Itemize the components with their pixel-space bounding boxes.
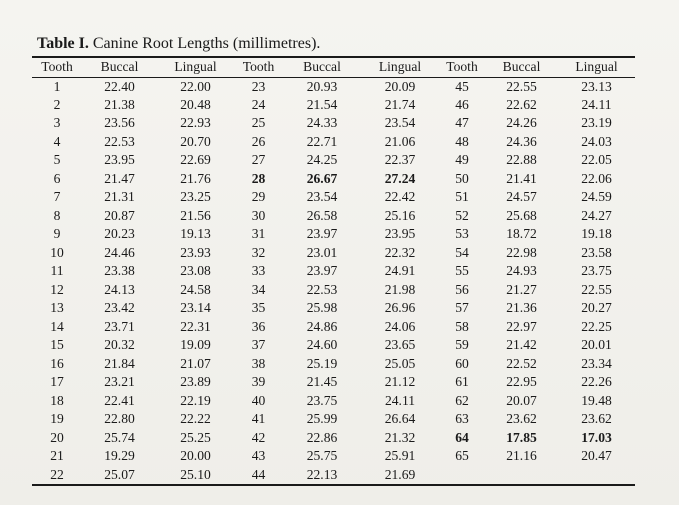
cell-tooth-1: 9 [53,226,61,242]
cell-tooth-1: 21 [50,448,64,464]
cell-tooth-3: 58 [455,318,469,334]
cell-buccal-3: 22.55 [506,78,537,94]
cell-tooth-2: 25 [251,115,266,131]
cell-tooth-2: 30 [251,207,266,223]
cell-tooth-1: 7 [53,189,61,205]
cell-buccal-1: 24.13 [104,281,135,297]
cell-lingual-2: 21.69 [384,466,416,482]
table-row [32,114,635,133]
cell-lingual-1: 23.14 [180,300,211,316]
cell-tooth-2: 34 [251,281,266,297]
cell-lingual-1: 21.07 [180,355,211,371]
cell-tooth-3: 54 [455,244,469,260]
cell-tooth-2: 24 [251,96,266,112]
cell-buccal-2: 22.53 [306,281,338,297]
cell-lingual-3: 23.13 [581,78,612,94]
cell-buccal-2: 24.25 [306,152,338,168]
cell-lingual-1: 22.31 [180,318,211,334]
cell-lingual-1: 19.09 [180,337,211,353]
cell-lingual-3: 23.62 [581,411,612,427]
cell-tooth-2: 27 [251,152,266,168]
cell-buccal-3: 24.26 [506,115,537,131]
header-lingual-1: Lingual [174,59,217,75]
cell-buccal-1: 24.46 [104,244,135,260]
table-row [32,318,635,337]
cell-lingual-1: 21.56 [180,207,211,223]
header-lingual-2: Lingual [378,59,422,75]
cell-lingual-2: 21.12 [384,374,416,390]
cell-lingual-3: 20.47 [581,448,612,464]
cell-buccal-3: 25.68 [506,207,537,223]
cell-lingual-2: 27.24 [384,170,416,186]
table-row [32,447,635,466]
cell-lingual-3: 22.26 [581,374,612,390]
cell-lingual-2: 25.91 [384,448,416,464]
cell-lingual-2: 23.54 [384,115,416,131]
table-row [32,299,635,318]
table-label: Table I. [37,35,89,52]
cell-tooth-2: 43 [251,448,266,464]
table-row [32,77,635,96]
cell-lingual-2: 24.91 [384,263,416,279]
cell-buccal-2: 22.13 [306,466,338,482]
cell-buccal-2: 22.71 [306,133,338,149]
table-row [32,96,635,115]
cell-tooth-3: 61 [455,374,469,390]
header-tooth-1: Tooth [41,59,73,75]
cell-buccal-3: 22.88 [506,152,537,168]
cell-lingual-1: 25.25 [180,429,211,445]
cell-tooth-2: 26 [251,133,266,149]
cell-tooth-3: 62 [455,392,469,408]
header-buccal-3: Buccal [502,59,541,75]
cell-buccal-1: 23.21 [104,374,135,390]
cell-lingual-1: 23.25 [180,189,211,205]
cell-buccal-3: 24.57 [506,189,537,205]
cell-tooth-1: 18 [50,392,64,408]
header-lingual-3: Lingual [575,59,618,75]
cell-buccal-1: 23.56 [104,115,135,131]
cell-lingual-3: 23.58 [581,244,612,260]
cell-buccal-3: 22.52 [506,355,537,371]
cell-buccal-2: 24.86 [306,318,338,334]
cell-lingual-2: 22.37 [384,152,416,168]
cell-lingual-1: 23.93 [180,244,211,260]
cell-tooth-2: 35 [251,300,266,316]
cell-tooth-3: 64 [455,429,469,445]
cell-buccal-3: 21.27 [506,281,537,297]
table-body [32,77,635,485]
cell-buccal-1: 23.71 [104,318,135,334]
cell-buccal-1: 21.38 [104,96,135,112]
table-row [32,151,635,170]
cell-tooth-1: 16 [50,355,64,371]
cell-tooth-3: 63 [455,411,469,427]
cell-buccal-1: 21.47 [104,170,135,186]
cell-tooth-1: 4 [53,133,61,149]
cell-tooth-1: 13 [50,300,64,316]
cell-buccal-3 [485,466,558,485]
cell-lingual-3: 22.55 [581,281,612,297]
cell-lingual-2: 25.05 [384,355,416,371]
cell-lingual-1: 23.89 [180,374,211,390]
cell-lingual-3 [558,466,635,485]
table-row [32,429,635,448]
cell-buccal-2: 20.93 [306,78,338,94]
cell-lingual-2: 21.98 [384,281,416,297]
cell-tooth-3: 53 [455,226,469,242]
cell-buccal-3: 24.36 [506,133,537,149]
cell-buccal-3: 21.36 [506,300,537,316]
cell-buccal-2: 21.45 [306,374,338,390]
cell-lingual-3: 23.34 [581,355,612,371]
cell-tooth-1: 6 [53,170,61,186]
cell-tooth-3 [439,466,485,485]
cell-tooth-3: 57 [455,300,469,316]
cell-lingual-3: 24.11 [581,96,612,112]
cell-buccal-2: 24.33 [306,115,338,131]
cell-buccal-2: 21.54 [306,96,338,112]
table-row [32,207,635,226]
cell-buccal-2: 25.99 [306,411,338,427]
cell-lingual-3: 19.18 [581,226,612,242]
cell-buccal-1: 23.38 [104,263,135,279]
cell-lingual-1: 20.48 [180,96,211,112]
cell-lingual-2: 23.65 [384,337,416,353]
cell-tooth-1: 3 [53,115,61,131]
cell-buccal-1: 21.84 [104,355,135,371]
cell-buccal-1: 20.87 [104,207,135,223]
cell-buccal-3: 18.72 [506,226,537,242]
cell-tooth-2: 23 [251,78,266,94]
cell-tooth-1: 12 [50,281,64,297]
cell-tooth-1: 1 [53,78,61,94]
cell-buccal-2: 24.60 [306,337,338,353]
cell-lingual-3: 23.75 [581,263,612,279]
cell-lingual-2: 26.64 [384,411,416,427]
cell-tooth-2: 39 [251,374,266,390]
cell-lingual-1: 22.22 [180,411,211,427]
cell-tooth-3: 52 [455,207,469,223]
cell-lingual-2: 25.16 [384,207,416,223]
cell-buccal-3: 20.07 [506,392,537,408]
cell-tooth-1: 19 [50,411,64,427]
cell-tooth-2: 42 [251,429,266,445]
cell-buccal-3: 22.98 [506,244,537,260]
header-tooth-3: Tooth [446,59,478,75]
cell-buccal-2: 23.75 [306,392,338,408]
cell-tooth-1: 17 [50,374,64,390]
cell-lingual-1: 22.93 [180,115,211,131]
cell-lingual-1: 22.19 [180,392,211,408]
cell-tooth-2: 40 [251,392,266,408]
cell-buccal-3: 22.97 [506,318,537,334]
header-buccal-2: Buccal [303,59,341,75]
cell-tooth-3: 47 [455,115,469,131]
cell-lingual-3: 22.06 [581,170,612,186]
cell-tooth-1: 5 [53,152,61,168]
cell-lingual-1: 22.00 [180,78,211,94]
cell-tooth-1: 8 [53,207,61,223]
cell-buccal-2: 25.75 [306,448,338,464]
cell-lingual-2: 21.06 [384,133,416,149]
header-tooth-2: Tooth [242,59,275,75]
cell-tooth-3: 65 [455,448,469,464]
cell-buccal-3: 21.16 [506,448,537,464]
cell-tooth-3: 46 [455,96,469,112]
cell-lingual-3: 20.27 [581,300,612,316]
cell-tooth-2: 37 [251,337,266,353]
cell-lingual-3: 24.59 [581,189,612,205]
cell-tooth-3: 60 [455,355,469,371]
cell-lingual-1: 21.76 [180,170,211,186]
table-row [32,188,635,207]
cell-buccal-1: 19.29 [104,448,135,464]
cell-buccal-3: 24.93 [506,263,537,279]
cell-lingual-2: 24.11 [384,392,416,408]
root-lengths-table [32,56,635,486]
cell-tooth-3: 51 [455,189,469,205]
cell-lingual-2: 24.06 [384,318,416,334]
cell-lingual-3: 22.05 [581,152,612,168]
cell-buccal-1: 22.53 [104,133,135,149]
cell-buccal-1: 23.95 [104,152,135,168]
cell-lingual-2: 23.95 [384,226,416,242]
cell-tooth-3: 45 [455,78,469,94]
cell-lingual-3: 24.03 [581,133,612,149]
header-buccal-1: Buccal [100,59,139,75]
cell-buccal-3: 22.95 [506,374,537,390]
cell-tooth-3: 55 [455,263,469,279]
cell-lingual-1: 22.69 [180,152,211,168]
cell-buccal-1: 23.42 [104,300,135,316]
cell-lingual-3: 23.19 [581,115,612,131]
cell-lingual-2: 21.74 [384,96,416,112]
cell-tooth-1: 10 [50,244,64,260]
cell-buccal-2: 23.97 [306,263,338,279]
cell-tooth-2: 32 [251,244,266,260]
cell-buccal-2: 25.19 [306,355,338,371]
cell-buccal-3: 22.62 [506,96,537,112]
cell-tooth-1: 11 [50,263,64,279]
table-row [32,225,635,244]
cell-buccal-2: 26.58 [306,207,338,223]
cell-buccal-2: 23.97 [306,226,338,242]
table-row [32,410,635,429]
cell-lingual-2: 21.32 [384,429,416,445]
cell-buccal-3: 21.41 [506,170,537,186]
cell-lingual-3: 17.03 [581,429,612,445]
cell-lingual-1: 25.10 [180,466,211,482]
table-row [32,392,635,411]
table-row [32,133,635,152]
cell-tooth-2: 29 [251,189,266,205]
table-row [32,170,635,189]
cell-buccal-1: 22.40 [104,78,135,94]
cell-tooth-2: 33 [251,263,266,279]
cell-buccal-2: 23.54 [306,189,338,205]
cell-tooth-1: 20 [50,429,64,445]
table-row [32,466,635,485]
cell-tooth-1: 2 [53,96,61,112]
cell-lingual-2: 26.96 [384,300,416,316]
cell-buccal-2: 23.01 [306,244,338,260]
cell-lingual-2: 22.32 [384,244,416,260]
cell-buccal-1: 21.31 [104,189,135,205]
cell-tooth-1: 22 [50,466,64,482]
cell-lingual-1: 24.58 [180,281,211,297]
cell-buccal-2: 22.86 [306,429,338,445]
table-row [32,262,635,281]
cell-tooth-2: 38 [251,355,266,371]
cell-tooth-1: 15 [50,337,64,353]
cell-tooth-2: 28 [251,170,266,186]
cell-buccal-1: 22.41 [104,392,135,408]
table-row [32,281,635,300]
cell-lingual-1: 20.70 [180,133,211,149]
cell-buccal-3: 23.62 [506,411,537,427]
table-row [32,373,635,392]
cell-buccal-1: 20.32 [104,337,135,353]
cell-buccal-1: 22.80 [104,411,135,427]
cell-tooth-1: 14 [50,318,64,334]
cell-tooth-3: 56 [455,281,469,297]
cell-buccal-1: 25.74 [104,429,135,445]
table-row [32,336,635,355]
cell-tooth-2: 31 [251,226,266,242]
cell-lingual-3: 24.27 [581,207,612,223]
cell-tooth-3: 49 [455,152,469,168]
cell-tooth-2: 36 [251,318,266,334]
cell-tooth-2: 44 [251,466,266,482]
header-row [32,57,635,77]
table-row [32,355,635,374]
cell-tooth-3: 50 [455,170,469,186]
table-title [37,35,320,53]
cell-tooth-3: 59 [455,337,469,353]
cell-lingual-1: 23.08 [180,263,211,279]
cell-lingual-2: 20.09 [384,78,416,94]
cell-buccal-3: 21.42 [506,337,537,353]
table-caption: Canine Root Lengths (millimetres). [88,35,321,52]
cell-lingual-1: 20.00 [180,448,211,464]
cell-lingual-2: 22.42 [384,189,416,205]
cell-lingual-3: 22.25 [581,318,612,334]
table-row [32,244,635,263]
cell-buccal-1: 25.07 [104,466,135,482]
cell-lingual-1: 19.13 [180,226,211,242]
cell-buccal-3: 17.85 [506,429,537,445]
cell-lingual-3: 20.01 [581,337,612,353]
cell-tooth-3: 48 [455,133,469,149]
cell-buccal-2: 25.98 [306,300,338,316]
cell-tooth-2: 41 [251,411,266,427]
cell-buccal-2: 26.67 [306,170,338,186]
cell-buccal-1: 20.23 [104,226,135,242]
cell-lingual-3: 19.48 [581,392,612,408]
